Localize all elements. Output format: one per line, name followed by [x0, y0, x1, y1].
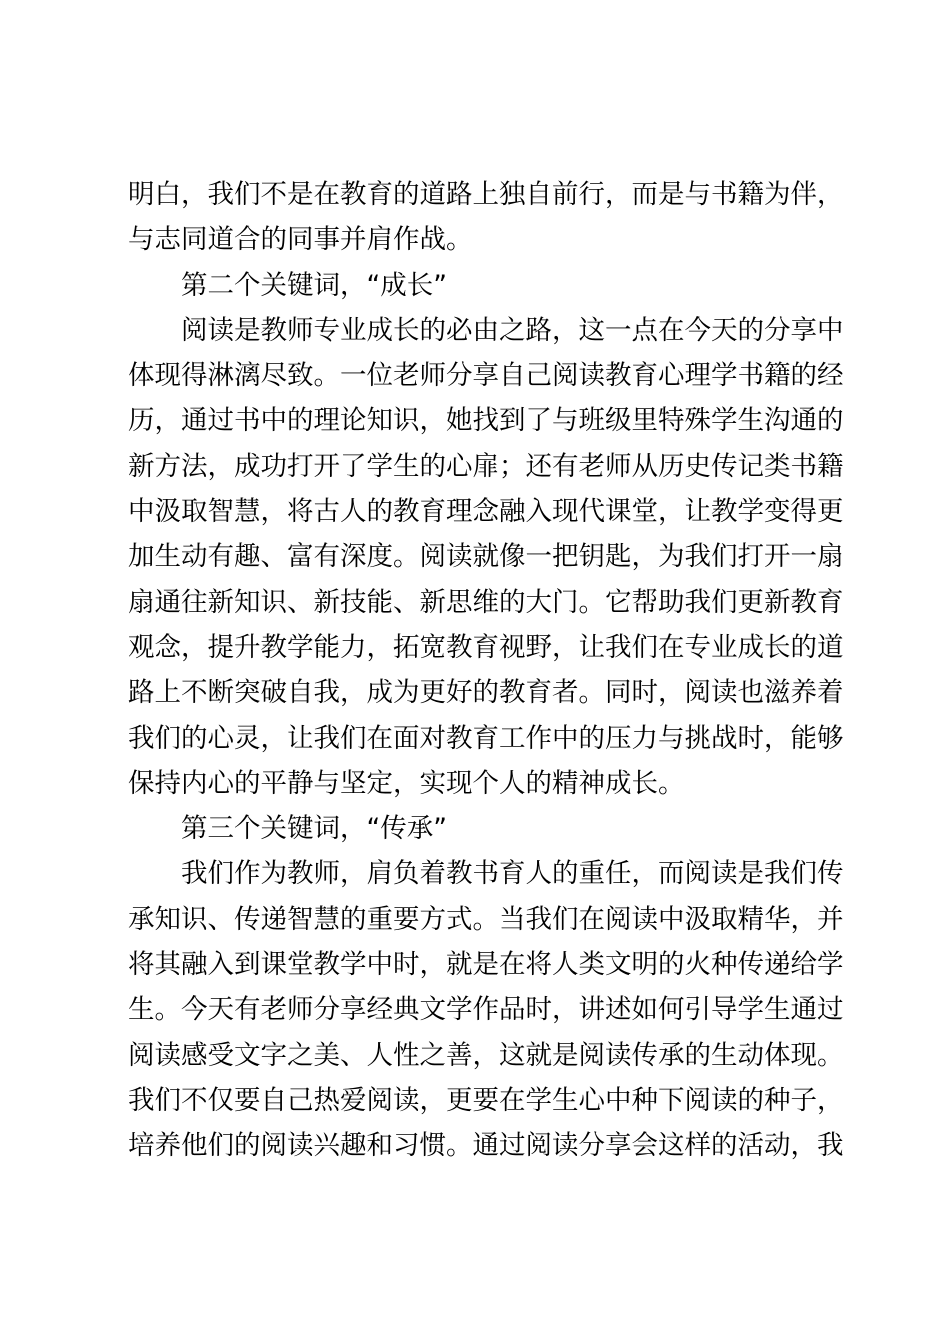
text-line: 保持内心的平静与坚定，实现个人的精神成长。: [128, 767, 685, 799]
text-line: 阅读是教师专业成长的必由之路，这一点在今天的分享中: [181, 314, 844, 346]
text-line: 加生动有趣、富有深度。阅读就像一把钥匙，为我们打开一扇: [128, 541, 844, 573]
text-line: 中汲取智慧，将古人的教育理念融入现代课堂，让教学变得更: [128, 496, 844, 528]
text-line: 承知识、传递智慧的重要方式。当我们在阅读中汲取精华，并: [128, 903, 844, 935]
text-line: 路上不断突破自我，成为更好的教育者。同时，阅读也滋养着: [128, 677, 844, 709]
text-line: 生。今天有老师分享经典文学作品时，讲述如何引导学生通过: [128, 994, 844, 1026]
section-heading-growth: 第二个关键词，“成长”: [181, 269, 447, 301]
text-line: 观念，提升教学能力，拓宽教育视野，让我们在专业成长的道: [128, 631, 844, 663]
text-line: 与志同道合的同事并肩作战。: [128, 224, 473, 256]
section-heading-inheritance: 第三个关键词，“传承”: [181, 813, 447, 845]
text-line: 我们的心灵，让我们在面对教育工作中的压力与挑战时，能够: [128, 722, 844, 754]
text-line: 培养他们的阅读兴趣和习惯。通过阅读分享会这样的活动，我: [128, 1130, 844, 1162]
text-line: 新方法，成功打开了学生的心扉；还有老师从历史传记类书籍: [128, 450, 844, 482]
text-line: 明白，我们不是在教育的道路上独自前行，而是与书籍为伴，: [128, 179, 844, 210]
body-text: [128, 172, 844, 1169]
text-line: 我们不仅要自己热爱阅读，更要在学生心中种下阅读的种子，: [128, 1084, 844, 1116]
text-line: 扇通往新知识、新技能、新思维的大门。它帮助我们更新教育: [128, 586, 844, 618]
text-line: 体现得淋漓尽致。一位老师分享自己阅读教育心理学书籍的经: [128, 360, 844, 392]
text-line: 阅读感受文字之美、人性之善，这就是阅读传承的生动体现。: [128, 1039, 844, 1071]
text-line: 我们作为教师，肩负着教书育人的重任，而阅读是我们传: [181, 858, 844, 890]
text-line: 历，通过书中的理论知识，她找到了与班级里特殊学生沟通的: [128, 405, 844, 437]
text-line: 将其融入到课堂教学中时，就是在将人类文明的火种传递给学: [128, 949, 844, 981]
